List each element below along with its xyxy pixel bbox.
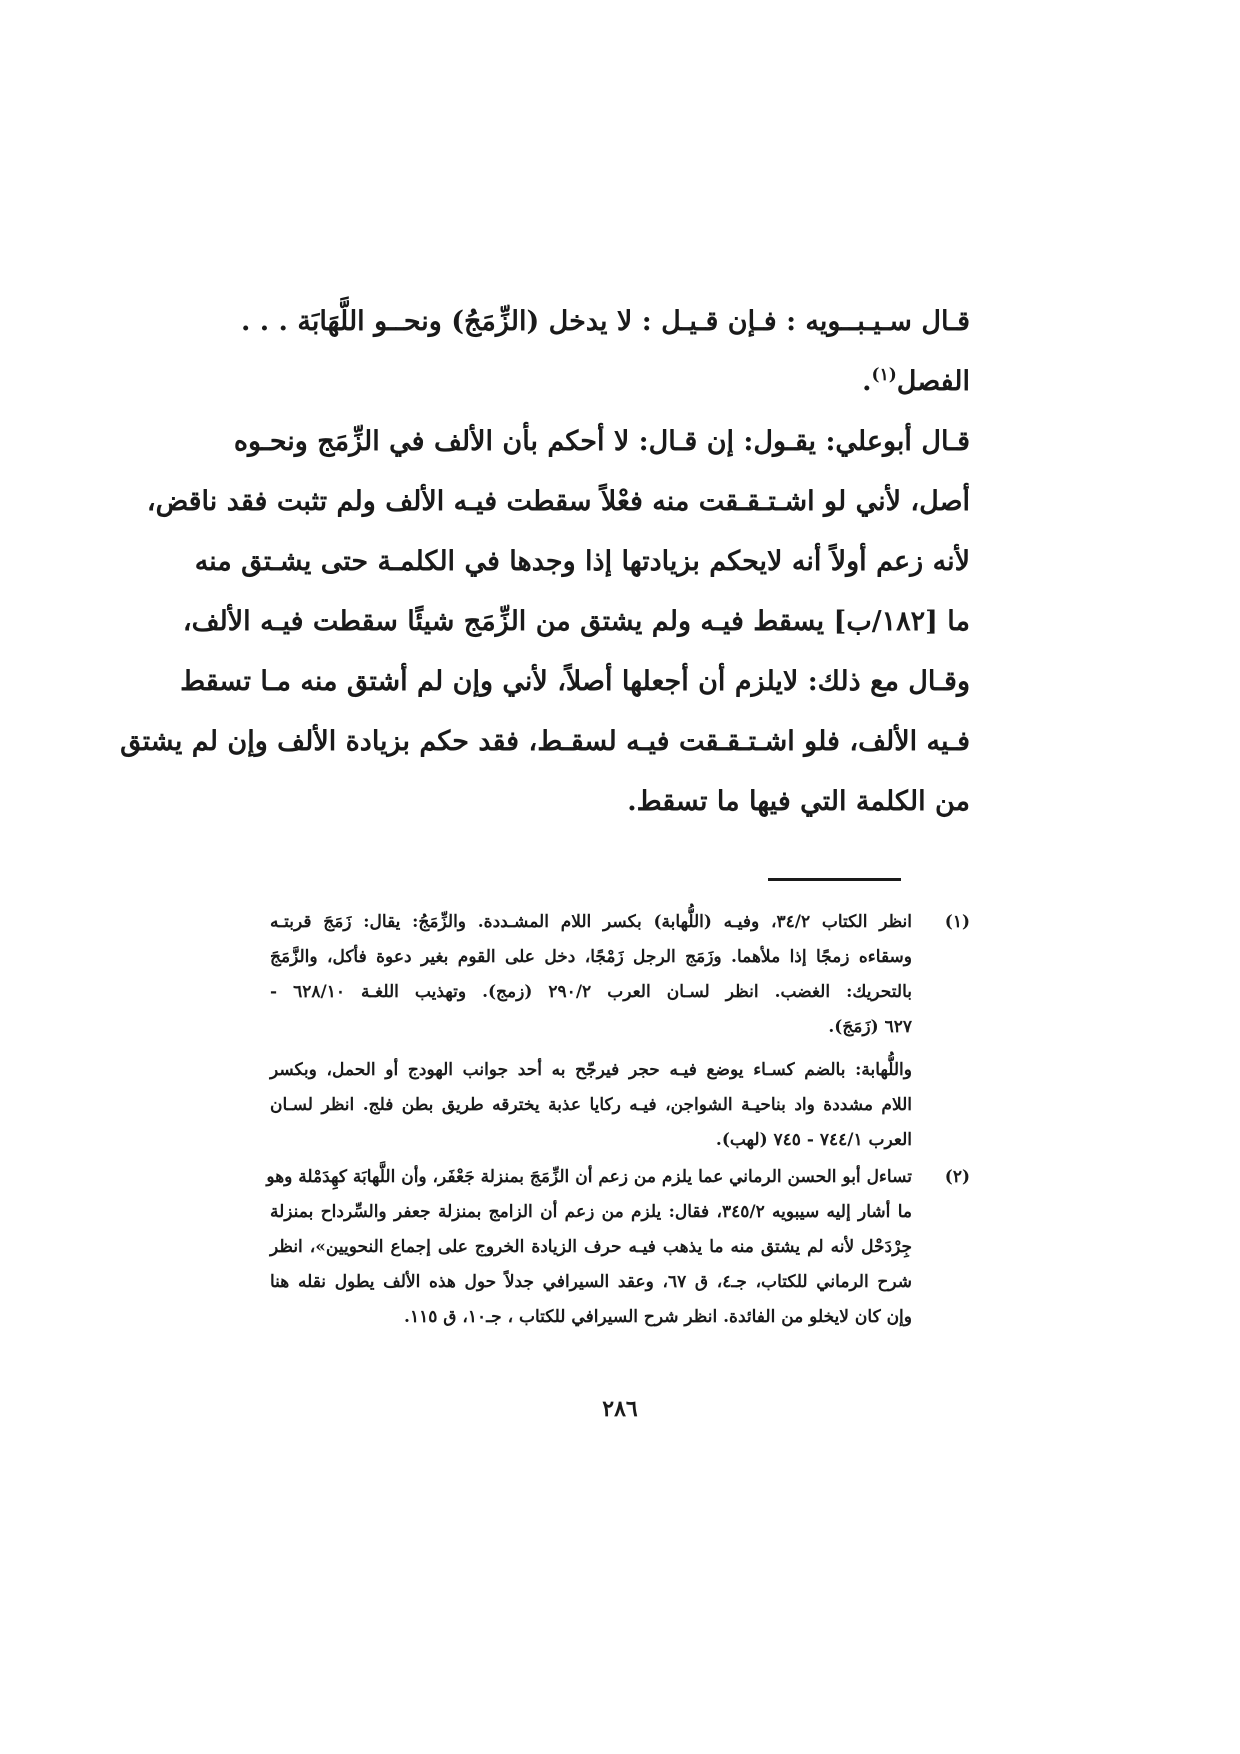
footnote-line: واللُّهابة: بالضم كسـاء يوضع فيـه حجر فيرجّح به أحد جوانب الهودج أو الحمل، وبكسر <box>270 1060 912 1080</box>
text-line: فـيه الألف، فلو اشـتـقـقت فيـه لسقـط، فقد حكم بزيادة الألف وإن لم يشتق <box>120 726 970 757</box>
text-line: من الكلمة التي فيها ما تسقط. <box>627 786 970 817</box>
footnotes <box>266 905 970 1337</box>
footnote-line: ٦٢٧ (زَمَجَ). <box>828 1017 912 1037</box>
footnote-line: اللام مشددة واد بناحيـة الشواجن، فيـه ركايا عذبة يخترقه طريق بطن فلج. انظر لسـان <box>270 1095 912 1115</box>
footnote-1 <box>270 905 970 1158</box>
footnote-line: وإن كان لايخلو من الفائدة. انظر شرح السيرافي للكتاب ، جـ١٠، ق ١١٥. <box>404 1307 912 1327</box>
text-line-end: . <box>862 366 872 397</box>
text-line: أصل، لأني لو اشـتـقـقت منه فعْلاً سقطت فيـه الألف ولم تثبت فقد ناقض، <box>146 486 970 517</box>
footnote-line: تساءل أبو الحسن الرماني عما يلزم من زعم أن الزِّمَجَ بمنزلة جَعْفَر، وأن اللَّهابَة كهِدَمْلة وهو <box>266 1167 912 1187</box>
footnote-line: جِرْدَحْل لأنه لم يشتق منه ما يذهب فيـه حرف الزيادة الخروج على إجماع النحويين»، انظر <box>270 1237 912 1257</box>
text-line: قـال سـيـبــويه : فـإن قـيـل : لا يدخل (الزِّمَجُ) ونحــو اللَّهَابَة . . . <box>240 306 970 337</box>
footnote-line: بالتحريك: الغضب. انظر لسـان العرب ٢٩٠/٢ (زمج). وتهذيب اللغـة ٦٢٨/١٠ - <box>270 982 913 1002</box>
footnote-line: شرح الرماني للكتاب، جـ٤، ق ٦٧، وعقد السيرافي جدلاً حول هذه الألف يطول نقله هنا <box>270 1272 912 1292</box>
text-line: وقـال مع ذلك: لايلزم أن أجعلها أصلاً، لأني وإن لم أشتق منه مـا تسقط <box>180 666 970 697</box>
main-text <box>120 292 970 832</box>
footnote-line: العرب ٧٤٤/١ - ٧٤٥ (لهب). <box>715 1130 912 1150</box>
footnote-reference: (١) <box>871 365 897 385</box>
footnote-line: ما أشار إليه سيبويه ٣٤٥/٢، فقال: يلزم من زعم أن الزامج بمنزلة جعفر والسِّرداح بمنزلة <box>270 1202 912 1222</box>
footnote-line: وسقاءه زمجًا إذا ملأهما. وزَمَج الرجل زَمْجًا، دخل على القوم بغير دعوة فأكل، والزَّمَجَ <box>270 947 912 967</box>
text-line-content: الفصل <box>896 366 970 397</box>
footnote-2 <box>266 1160 970 1335</box>
text-line <box>270 352 970 412</box>
footnote-separator <box>768 878 901 881</box>
footnote-marker: (٢) <box>944 1167 970 1187</box>
footnote-paragraph <box>270 1053 912 1158</box>
text-line: قـال أبوعلي: يقـول: إن قـال: لا أحكم بأن الألف في الزِّمَج ونحـوه <box>233 426 970 457</box>
text-line: لأنه زعم أولاً أنه لايحكم بزيادتها إذا وجدها في الكلمـة حتى يشـتق منه <box>194 546 970 577</box>
footnote-line: انظر الكتاب ٣٤/٢، وفيـه (اللُّهابة) بكسر اللام المشـددة. والزِّمَجُ: يقال: زَمَجَ قربتـه <box>270 912 912 932</box>
footnote-marker: (١) <box>944 912 970 932</box>
page-number: ٢٨٦ <box>602 1396 638 1422</box>
text-line: ما [١٨٢/ب] يسقط فيـه ولم يشتق من الزِّمَج شيئًا سقطت فيـه الألف، <box>182 606 970 637</box>
